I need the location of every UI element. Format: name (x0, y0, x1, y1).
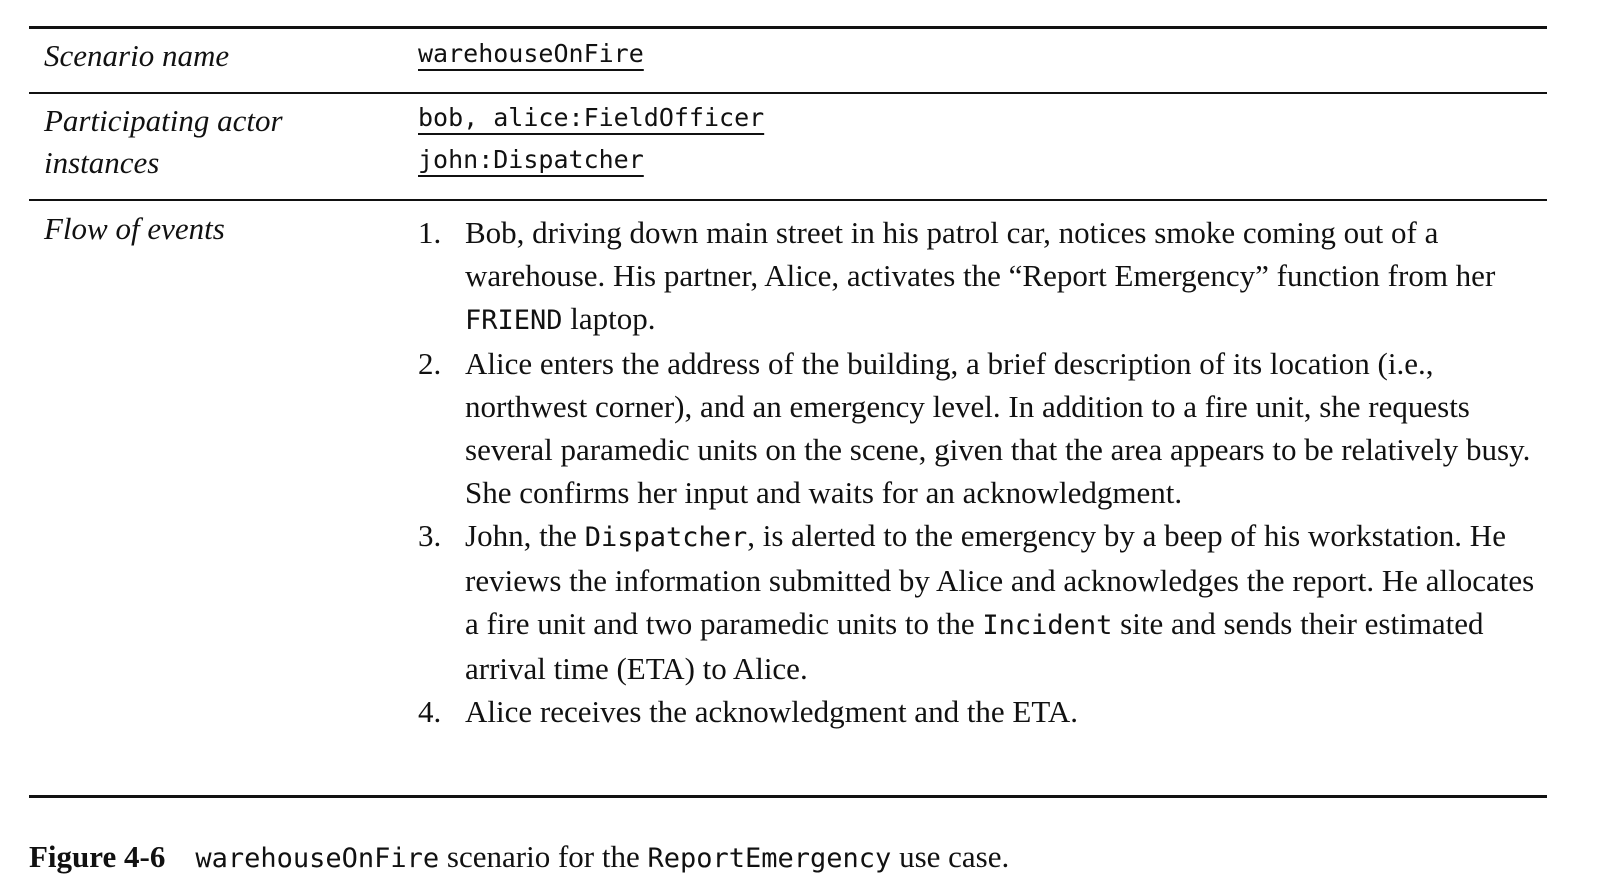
flow-of-events-list (418, 211, 1548, 733)
scenario-name-value (418, 33, 644, 75)
flow-step-number: 4. (418, 694, 442, 729)
flow-step-text: John, the (465, 518, 585, 553)
scenario-name-text: warehouseOnFire (418, 39, 644, 68)
flow-step-number: 1. (418, 215, 442, 250)
caption-text: scenario for the (439, 839, 648, 874)
flow-step-code: Dispatcher (584, 522, 748, 553)
flow-step-number: 3. (418, 518, 442, 553)
table-top-rule (29, 26, 1547, 29)
flow-step-text: Bob, driving down main street in his patrol car, notices smoke coming out of a warehouse. His partner, Alice, activates the “Report Emergency” function from her (465, 215, 1496, 293)
flow-of-events-label: Flow of events (44, 211, 225, 246)
caption-text: use case. (891, 839, 1010, 874)
row-divider-2 (29, 199, 1547, 201)
actor-instance-line-1: bob, alice:FieldOfficer (418, 103, 765, 132)
participating-actors-label (44, 100, 283, 184)
flow-step-4 (418, 690, 1548, 733)
scenario-name-label: Scenario name (44, 38, 230, 73)
flow-step-code: FRIEND (465, 305, 563, 336)
flow-step-code: Incident (982, 610, 1113, 641)
caption-code-scenario: warehouseOnFire (195, 843, 440, 874)
row-divider-1 (29, 92, 1547, 94)
flow-step-3 (418, 514, 1548, 690)
flow-step-text: , is alerted to the emergency by a beep of his workstation. He reviews the information submitted by Alice and acknowledges the report. He allocates a fire unit and two paramedic units to the (465, 518, 1535, 641)
figure-number: Figure 4-6 (29, 839, 166, 874)
caption-code-usecase: ReportEmergency (647, 843, 892, 874)
flow-step-number: 2. (418, 346, 442, 381)
participating-actors-value (418, 97, 764, 181)
flow-step-text: Alice enters the address of the building, a brief description of its location (i.e., northwest corner), and an emergency level. In addition to a fire unit, she requests several paramedic units on the scene, given that the area appears to be relatively busy. She confirms her input and waits for an acknowledgment. (465, 346, 1531, 510)
figure-caption (29, 836, 1009, 880)
flow-step-text: laptop. (562, 301, 656, 336)
flow-step-2 (418, 342, 1548, 514)
actor-instance-line-2: john:Dispatcher (418, 145, 644, 174)
participating-actors-label-line-1: Participating actor (44, 103, 283, 138)
table-bottom-rule (29, 795, 1547, 798)
flow-step-text: site and sends their estimated arrival time (ETA) to Alice. (465, 606, 1484, 686)
flow-step-1 (418, 211, 1548, 342)
flow-step-text: Alice receives the acknowledgment and the ETA. (465, 694, 1078, 729)
participating-actors-label-line-2: instances (44, 145, 160, 180)
